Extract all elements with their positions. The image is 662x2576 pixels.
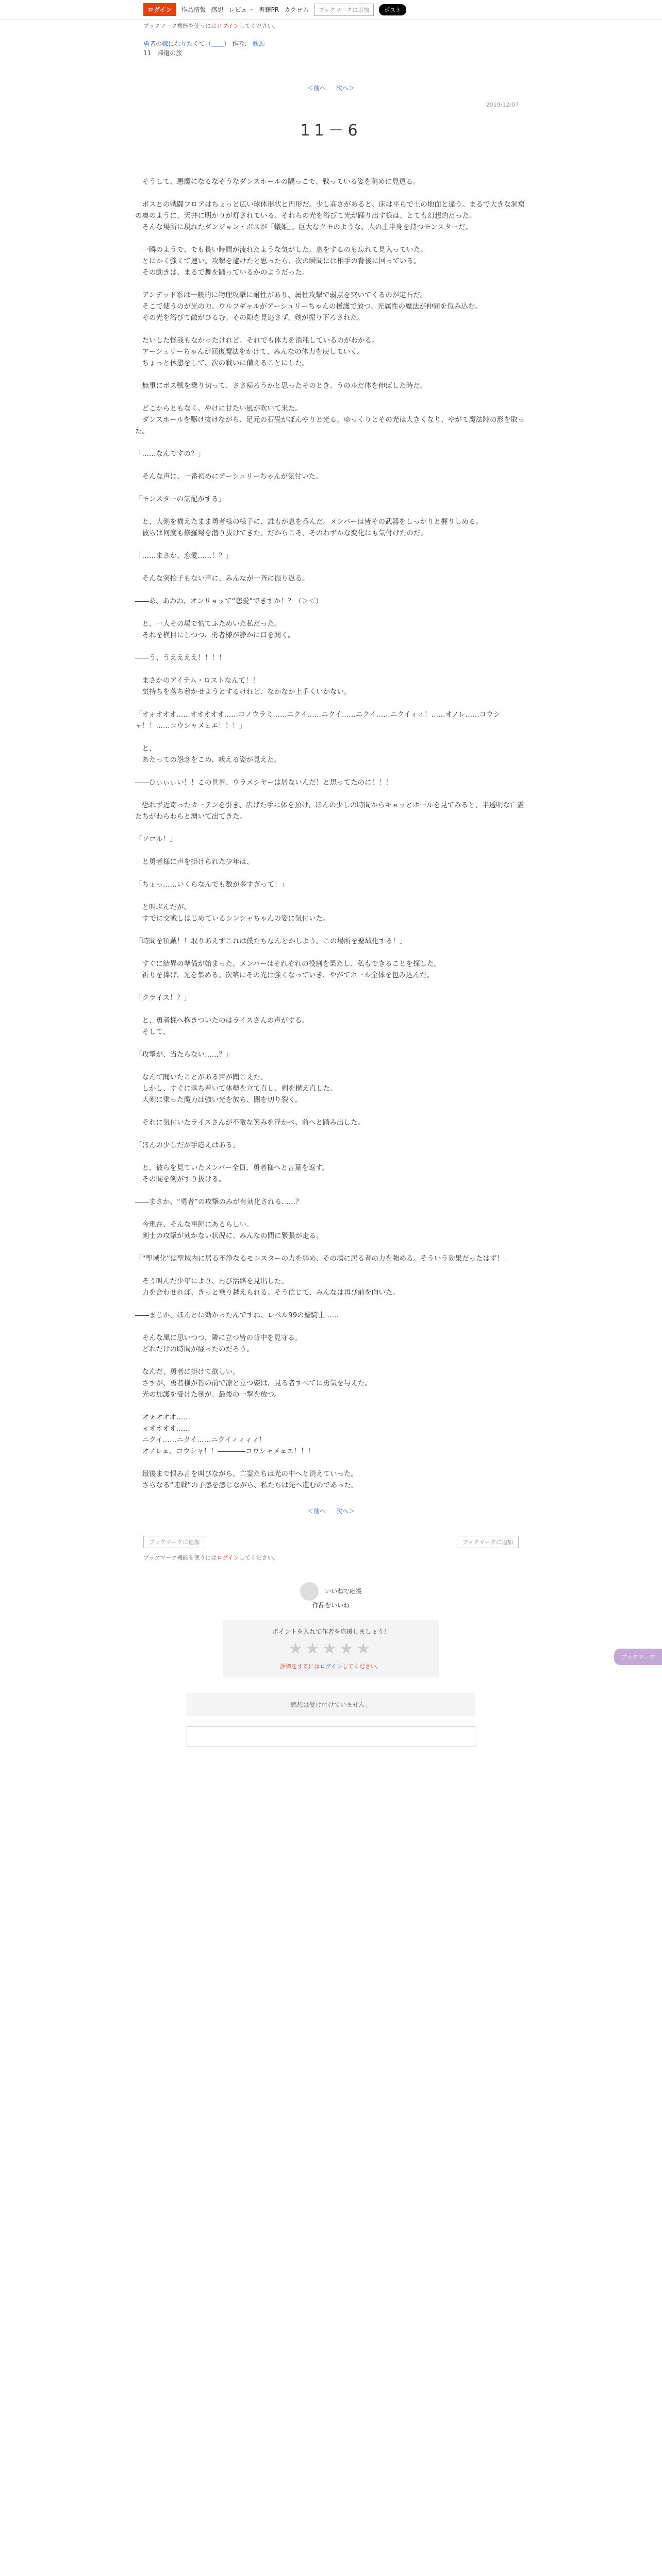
nav-book-pr[interactable]: 書籍PR: [258, 6, 279, 13]
paragraph: オォオオオ…… ォオオオオ…… ニクイ……ニクイ……ニクイィィィィ！ オノレェ、コウシャ！！――――コウシャメェエ！！！: [142, 1413, 315, 1455]
post-button[interactable]: ポスト: [379, 4, 406, 15]
paragraph: 「モンスターの気配がする」: [135, 495, 226, 503]
side-bookmark-tab[interactable]: ブックマーク: [614, 1649, 662, 1665]
like-sub: 作品をいいね: [312, 1602, 350, 1609]
paragraph: すぐに結界の準備が始まった。メンバーはそれぞれの役割を果たし、私もできることを探した。 祈りを捧げ、光を集める。次第にその光は強くなっていき、やがてホール全体を包み込んだ。: [142, 960, 441, 979]
avatar: [300, 1582, 319, 1601]
paragraph: ――ひぃぃぃい！！この世界、ウラメシヤーは居ないんだ！と思ってたのに！！！: [135, 778, 393, 787]
paragraph: まさかのアイテム・ロストなんて！！ 気持ちを落ち着かせようとするけれど、なかなか上手くいかない。: [142, 676, 351, 696]
series-title-link[interactable]: 勇者の嫁になりたくて（＿＿）: [143, 40, 230, 47]
paragraph: と、勇者様へ抱きついたのはライスさんの声がする。 そして、: [142, 1016, 309, 1036]
chapter-title: 11－6: [300, 122, 362, 140]
rating-warning: 評価をするにはログインしてください。: [280, 1663, 382, 1670]
nav-work-info[interactable]: 作品情報: [181, 6, 206, 13]
paragraph: なんて聞いたことがある声が聞こえた。 しかし、すぐに落ち着いて体勢を立て直し、剣を構え直した。 大剣に乗った魔力は強い光を放ち、闇を切り裂く。: [142, 1073, 337, 1104]
nav-impressions[interactable]: 感想: [211, 6, 224, 13]
rating-login-link[interactable]: ログイン: [320, 1663, 342, 1670]
footer-bookmark-button-right[interactable]: ブックマークに追加: [457, 1536, 519, 1548]
footer-bar: [143, 1536, 519, 1548]
paragraph: 無事にボス戦を乗り切って、ささ帰ろうかと思ったそのとき、うのルだ体を伸ばした時だ。: [135, 382, 427, 390]
paragraph: たいした怪我もなかったけれど、それでも体力を消耗しているのがわかる。 アーシュリーちゃんが回復魔法をかけて、みんなの体力を戻していく。 ちょっと休憩をして、次の戦いに備えることにした。: [142, 336, 379, 367]
paragraph: 最後まで恨み言を叫びながら、亡霊たちは光の中へと消えていった。 さらなる“連戦”の予感を感じながら、私たちは先へ進むのであった。: [142, 1470, 358, 1489]
prev-link[interactable]: ＜前へ: [307, 84, 326, 92]
paragraph: そう叫んだ少年により、再び活路を見出した。 力を合わせれば、きっと乗り越えられる。そう信じて、みんなは再び前を向いた。: [142, 1277, 400, 1297]
top-navigation: [0, 0, 662, 20]
paragraph: アンデッド系は一般的に物理攻撃に耐性があり、属性攻撃で弱点を突いてくるのが定石だ。 そこで使うのが光の力。ウルフギャルがアーシュリーちゃんの援護で放つ、光属性の魔法が仲間を包み込む。 その光を浴びて敵がひるむ。その隙を見逃さず、剣が振り下ろされた。: [142, 291, 482, 322]
footer-notice: ブックマーク機能を使うにはログインしてください。: [143, 1554, 279, 1561]
paragraph: 「ちょっ……いくらなんでも数が多すぎって！」: [135, 880, 288, 889]
nav-kakuyomu[interactable]: カクヨム: [284, 6, 309, 13]
rating-box: [223, 1620, 439, 1677]
pager-top: [0, 83, 662, 92]
paragraph: なんだ、勇者に掛けて欲しい。 さすが、勇者様が皆の前で凛と立つ姿は、見る者すべてに勇気を与えた。 光の加護を受けた剣が、最後の一撃を放つ。: [142, 1368, 372, 1399]
paragraph: と勇者様に声を掛けられた少年は、: [135, 858, 254, 866]
paragraph: ――まじか、ほんとに効かったんですね、レベル99の聖騎士……: [135, 1311, 339, 1319]
publish-date: 2019/12/07: [486, 101, 519, 108]
novel-body: [135, 176, 527, 1491]
paragraph: 「“聖域化”は聖域内に居る不浄なるモンスターの力を弱め、その場に居る者の力を強める。そういう効果だったはず！」: [135, 1255, 511, 1263]
paragraph: そんな突拍子もない声に、みんなが一斉に振り返る。: [135, 574, 309, 583]
next-link[interactable]: 次へ＞: [336, 84, 355, 92]
paragraph: 「ほんの少しだが手応えはある」: [135, 1141, 240, 1149]
paragraph: 「攻撃が、当たらない……？」: [135, 1050, 233, 1059]
review-area: [187, 1726, 475, 1747]
paragraph: それに気付いたライスさんが不敵な笑みを浮かべ、前へと踏み出した。: [135, 1118, 365, 1127]
star-rating[interactable]: ★★★★★: [288, 1640, 374, 1658]
paragraph: と、一人その場で慌てふためいた私だった。 それを横目にしつつ、勇者様が静かに口を開く。: [142, 620, 295, 639]
paragraph: 今現在、そんな事態にあるらしい。 剣士の攻撃が効かない状況に、みんなの間に緊張が走る。: [142, 1221, 323, 1240]
work-meta: [143, 39, 519, 58]
paragraph: ボスとの戦闘フロアはちょっと広い球体形状と円形だ。少し高さがあると、床は平らで土の地面と違う。まるで大きな洞窟の奥のように、天井に明かりが灯されている。それらの光を浴びて光が踊り出す様は、とても幻想的だった。 そんな場所に現れたダンジョン・ボスが「蟻姫」。巨大なクモのような、人の上半身を持つモンスターだ。: [135, 200, 525, 231]
bookmark-button[interactable]: ブックマークに追加: [314, 4, 374, 16]
author-link[interactable]: 鉄馬: [252, 40, 265, 47]
paragraph: 「クライス！？」: [135, 994, 191, 1002]
review-closed-notice: 感想は受け付けていません。: [187, 1693, 475, 1716]
like-label[interactable]: いいねで応援: [325, 1587, 362, 1595]
footer-login-link[interactable]: ログイン: [217, 1554, 239, 1561]
paragraph: 「オォオオオ……オオオオオ……コノウラミ……ニクイ……ニクイ……ニクイ……ニクイィィ！……オノレ……コウシャ！！……コウシャメェエ！！！」: [135, 710, 501, 730]
footer-bookmark-button[interactable]: ブックマークに追加: [143, 1536, 205, 1548]
paragraph: 恐れず近寄ったカーテンを引き、広げた手に体を預け、ほんの少しの時間からキョッとホールを見てみると、半透明な亡霊たちがわらわらと湧いて出てきた。: [135, 801, 524, 821]
chapter-path: 11 帰還の旅: [143, 49, 183, 57]
paragraph: と叫ぶんだが、 すでに交戦しはじめているシンシャちゃんの姿に気付いた。: [142, 903, 330, 923]
paragraph: どこからともなく、やけに甘たい風が吹いて来た。 ダンスホールを駆け抜けながら、足元の石畳がぼんやりと光る。ゆっくりとその光は大きくなり、やがて魔法陣の形を取った。: [135, 404, 525, 435]
paragraph: と、彼らを見ていたメンバー全員、勇者様へと言葉を返す。 その間を剣がすり抜ける。: [142, 1164, 329, 1183]
prev-link-bottom[interactable]: ＜前へ: [307, 1507, 326, 1515]
login-link[interactable]: ログイン: [217, 23, 239, 29]
nav-review[interactable]: レビュー: [228, 6, 254, 13]
paragraph: 「……なんですの？」: [135, 450, 205, 458]
paragraph: ――あ、あわわ、オンリョッて“恋愛”できすか！？（＞＜）: [135, 597, 323, 605]
like-box: [238, 1582, 424, 1609]
paragraph: と、大剣を構えたまま勇者様の様子に、誰もが息を呑んだ。メンバーは皆その武器をしっかりと握りしめる。 彼らは何度も修羅場を潜り抜けてきた。だからこそ、そのわずかな変化にも気付けたのだ。: [142, 518, 483, 537]
paragraph: そんな声に、一番初めにアーシュリーちゃんが気付いた。: [135, 472, 323, 481]
rating-prompt: ポイントを入れて作者を応援しましょう！: [272, 1628, 390, 1635]
paragraph: ――まさか、“勇者”の攻撃のみが有効化される……？: [135, 1198, 303, 1206]
paragraph: そんな風に思いつつ、隣に立つ皆の背中を見守る。 どれだけの時間が経ったのだろう。: [142, 1334, 302, 1353]
paragraph: 「時間を頂戴！！取りあえずこれは僕たちなんとかしよう。この場所を聖域化する！」: [135, 937, 407, 945]
next-link-bottom[interactable]: 次へ＞: [336, 1507, 355, 1515]
login-button[interactable]: ログイン: [143, 3, 176, 16]
paragraph: そうして、悪魔になるなそうなダンスホールの隅っこで、戦っている姿を眺めに見遣る。: [135, 178, 420, 186]
paragraph: と、 あたっての怨念をこめ、吠える姿が見えた。: [142, 744, 281, 764]
paragraph: ――う、うええええ！！！！: [135, 654, 226, 662]
pager-bottom: [0, 1506, 662, 1515]
paragraph: 「ソロル！」: [135, 835, 177, 843]
author-label: 作者：: [231, 40, 251, 47]
paragraph: 「……まさか、恋愛……！？」: [135, 552, 233, 560]
bookmark-notice: ブックマーク機能を使うにはログインしてください。: [143, 23, 279, 29]
paragraph: 一瞬のようで、でも長い時間が流れたような気がした。息をするのも忘れて見入っていた。 とにかく強くて速い。攻撃を避けたと思ったら、次の瞬間には相手の背後に回っている。 その動きは、まるで舞を踊っているかのようだった。: [142, 246, 427, 277]
